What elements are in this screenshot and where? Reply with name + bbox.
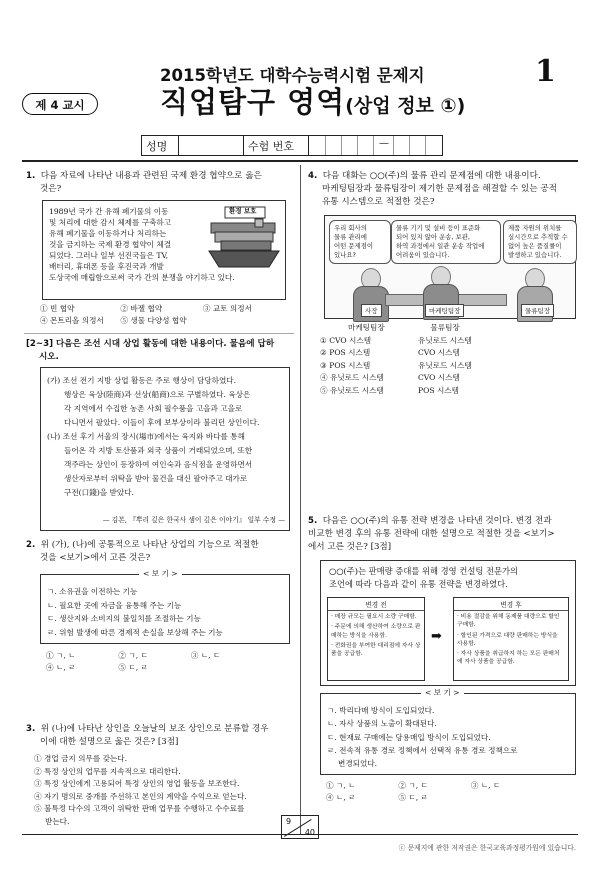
q5-intro: ○○(주)는 판매량 증대를 위해 경영 컨설팅 전문가의 조언에 따라 다음과 같이 유통 전략을 변경하였다.	[329, 566, 519, 590]
q5-choice-4[interactable]: ④ ㄴ, ㄹ	[326, 793, 356, 802]
q5-bogi-box	[320, 688, 576, 775]
exam-number-label: 수험 번호	[248, 140, 295, 153]
subject-sub: (상업 정보 ①)	[345, 95, 466, 117]
q3-stem: 3. 위 (나)에 나타난 상인을 오늘날의 보조 상인으로 분류할 경우 이에 대한 설명으로 옳은 것은? [3점]	[26, 724, 269, 748]
q4-choice-2[interactable]: ② POS 시스템 CVO 시스템	[320, 348, 460, 358]
ceo-tag: 사장	[361, 304, 382, 317]
q5-before-box	[327, 597, 425, 681]
q5-stem: 5. 다음은 ○○(주)의 유통 전략 변경을 나타낸 것이다. 변경 전과 비교한 변경 후의 유통 전략에 대한 설명으로 적절한 것을 <보기> 에서 고른 것은? [3점]	[308, 516, 555, 553]
q2-stem: 2. 위 (가), (나)에 공통적으로 나타난 상업의 기능으로 적절한 것을 <보기>에서 고른 것은?	[26, 540, 259, 564]
q3-choice-3[interactable]: ③ 특정 상인에게 고용되어 특정 상인의 영업 활동을 보조한다.	[34, 779, 240, 789]
q4-choice-3[interactable]: ③ POS 시스템 유닛로드 시스템	[320, 360, 472, 370]
group23-passage-box	[40, 367, 290, 531]
q1-choice-5[interactable]: ⑤ 생물 다양성 협약	[120, 316, 187, 325]
q2-choice-4[interactable]: ④ ㄴ, ㄹ	[46, 663, 76, 672]
q1-choice-2[interactable]: ② 바젤 협약	[120, 304, 163, 313]
q4-number: 4.	[308, 171, 318, 181]
q5-choice-1[interactable]: ① ㄱ, ㄴ	[326, 781, 356, 790]
q1-number: 1.	[26, 171, 36, 181]
period-label: 제 4 교시	[35, 98, 85, 112]
ship-sign-label: 환경 보호	[229, 207, 257, 215]
q4-col-logistics: 물류팀장	[430, 323, 460, 332]
group23-passage: (가) 조선 전기 지방 상업 활동은 주로 행상이 담당하였다. 행상은 육상(陸商)과 선상(船商)으로 구별하였다. 육상은 각 지역에서 수집한 농촌 사회 필수품을 고을과 고을로 다니면서 팔았다. 이들이 후에 보부상이라 불리던 상인이다. (나) 조선 후기 서울의 장시(場市)에서는 육지와 바다를 통해 들어온 각 지방 토산품과 외국 상품이 거래되었으며, 또한 객주라는 상인이 등장하여 여인숙과 음식점을 운영하면서 생산자로부터 위탁을 받아 물건을 대신 팔아주고 대가로 구전(口錢)을 받았다.	[47, 376, 260, 497]
q1-stem: 1. 다음 자료에 나타난 내용과 관련된 국제 환경 협약으로 옳은 것은?	[26, 171, 262, 195]
q5-choice-5[interactable]: ⑤ ㄷ, ㄹ	[398, 793, 428, 802]
marketing-tag: 마케팅팀장	[425, 304, 464, 317]
q4-choices	[320, 335, 576, 397]
page-counter-current: 9	[286, 817, 292, 826]
q3-choice-1[interactable]: ① 경업 금지 의무를 갖는다.	[34, 754, 128, 763]
q5-choice-3[interactable]: ③ ㄴ, ㄷ	[470, 781, 501, 790]
q4-stem: 4. 다음 대화는 ○○(주)의 물류 관리 문제점에 대한 내용이다. 마케팅팀장과 물류팀장이 제기한 문제점을 해결할 수 있는 공적 유통 시스템으로 적절한 것은?	[308, 171, 557, 208]
period-badge	[22, 93, 98, 115]
q3-choice-4[interactable]: ④ 자기 명의로 중개를 주선하고 본인의 계약을 수익으로 얻는다.	[34, 791, 247, 801]
q5-after-box	[453, 597, 569, 681]
exam-number-dash: —	[379, 138, 389, 149]
q1-choice-1[interactable]: ① 빈 협약	[40, 304, 75, 313]
q4-bubble-marketing: 물류 기기 및 설비 등이 표준화 되어 있지 않아 운송, 보관, 하역 과정에서 일관 운송 작업에 어려움이 있습니다.	[391, 220, 501, 264]
q3-choices: ① 경업 금지 의무를 갖는다. ② 특정 상인의 업무를 지속적으로 대리한다. ③ 특정 상인에게 고용되어 특정 상인의 영업 활동을 보조한다. ④ 자기 명의로 중개를 주선하고 본인의 계약을 수익으로 얻는다. ⑤ 불특정 다수의 고객이 위탁한 판매 업무를 수행하고 수수료를 받는다.	[34, 753, 296, 829]
q4-bubble-ceo: 우리 회사의 물류 관리에 어떤 문제점이 있나요?	[329, 220, 391, 264]
group23-heading: [2~3] 다음은 조선 시대 상업 활동에 대한 내용이다. 물음에 답하 시오.	[26, 339, 275, 362]
q4-bubble-logistics: 제품 자원의 위치를 실시간으로 추적할 수 없어 높은 품질률이 발생하고 있습니다.	[503, 220, 577, 264]
q5-bogi-items: ㄱ. 박리다매 방식이 도입되었다. ㄴ. 자사 상품의 노출이 확대된다. ㄷ. 현재료 구매에는 당용매입 방식이 도입되었다. ㄹ. 전속적 유통 경로 정책에서 선택적 유통 경로 정책으로 변경되었다.	[327, 706, 518, 769]
page-counter	[281, 815, 319, 839]
subject-title	[160, 80, 465, 121]
q2-number: 2.	[26, 540, 36, 550]
q1-choices	[40, 303, 290, 326]
q5-bogi-label: < 보 기 >	[421, 687, 464, 698]
q1-passage-box	[42, 200, 286, 300]
q1-passage: 1989년 국가 간 유해 폐기물의 이동 및 처리에 대한 감시 체제를 구축하고 유해 폐기물을 이동하거나 처리하는 것을 금지하는 국제 환경 협약이 체결 되었다. 그러나 일부 선진국들은 TV, 배터리, 휴대폰 등을 후진국과 개발 도상국에 매립함으로써 국가 간의 분쟁을 야기하고 있다.	[49, 207, 235, 282]
q4-illustration	[324, 215, 576, 319]
q5-choice-2[interactable]: ② ㄱ, ㄷ	[398, 781, 428, 790]
q2-bogi-items: ㄱ. 소유권을 이전하는 기능 ㄴ. 필요한 곳에 자금을 융통해 주는 기능 ㄷ. 생산지와 소비지의 불일치를 조절하는 기능 ㄹ. 위험 발생에 따른 경제적 손실을 보상해 주는 기능	[47, 587, 223, 637]
copyright-notice: ⓒ 문제지에 관한 저작권은 한국교육과정평가원에 있습니다.	[398, 844, 576, 852]
q4-choice-5[interactable]: ⑤ 유닛로드 시스템 POS 시스템	[320, 385, 459, 395]
q4-choice-header	[348, 322, 568, 333]
page-counter-total: 40	[304, 828, 315, 837]
subject-main: 직업탐구 영역	[160, 85, 346, 119]
q3-choice-5[interactable]: ⑤ 불특정 다수의 고객이 위탁한 판매 업무를 수행하고 수수료를	[34, 804, 245, 814]
q1-choice-4[interactable]: ④ 몬트리올 의정서	[40, 316, 104, 325]
page-number: 1	[535, 54, 556, 89]
q5-after-items: · 비용 절감을 위해 동제품 대량으로 할인 구매함. · 할인된 가격으로 대량 판매하는 방식을 사용함. · 자사 상품을 취급하지 하는 모든 판매처에 자사 상품을 공급함.	[457, 614, 560, 666]
header-rule	[22, 160, 578, 162]
q3-choice-2[interactable]: ② 특정 상인의 업무를 지속적으로 대리한다.	[34, 766, 181, 776]
q2-bogi-box	[40, 569, 290, 644]
q2-choice-3[interactable]: ③ ㄴ, ㄷ	[190, 651, 221, 660]
q5-before-items: · 매장 규모는 필요시 소량 구매함. · 주문에 의해 생산하여 소량으로 판매하는 방식을 사용함. · 전화권을 부여한 대리점에 자사 상품을 공급함.	[331, 614, 421, 658]
logistics-tag: 물류팀장	[521, 304, 554, 317]
q4-col-marketing: 마케팅팀장	[348, 323, 385, 332]
exam-number-field[interactable]	[308, 136, 443, 155]
name-field[interactable]	[178, 136, 244, 155]
q1-separator	[24, 333, 294, 334]
q5-choices	[326, 780, 576, 803]
q2-choice-2[interactable]: ② ㄱ, ㄷ	[118, 651, 148, 660]
q3-number: 3.	[26, 724, 36, 734]
q5-before-label: 변경 전	[328, 598, 424, 611]
q5-scenario-box	[320, 560, 576, 686]
q4-choice-1[interactable]: ① CVO 시스템 유닛로드 시스템	[320, 336, 472, 345]
q2-choices	[46, 650, 296, 673]
q2-choice-1[interactable]: ① ㄱ, ㄴ	[46, 651, 76, 660]
q2-choice-5[interactable]: ⑤ ㄷ, ㄹ	[118, 663, 148, 672]
q5-after-label: 변경 후	[454, 598, 568, 611]
q1-choice-3[interactable]: ③ 교토 의정서	[202, 304, 252, 313]
column-divider	[300, 165, 301, 835]
q2-bogi-label: < 보 기 >	[139, 568, 182, 579]
q4-choice-4[interactable]: ④ 유닛로드 시스템 CVO 시스템	[320, 373, 460, 383]
q5-number: 5.	[308, 516, 318, 526]
candidate-info-row	[141, 135, 443, 156]
group23-source: — 김본, 『뿌리 깊은 한국사 샘이 깊은 이야기』 일부 수정 —	[102, 516, 285, 524]
name-label: 성명	[146, 140, 168, 153]
q5-arrow-icon: ➡	[431, 629, 442, 644]
exam-title: 2015학년도 대학수능력시험 문제지	[160, 66, 425, 85]
